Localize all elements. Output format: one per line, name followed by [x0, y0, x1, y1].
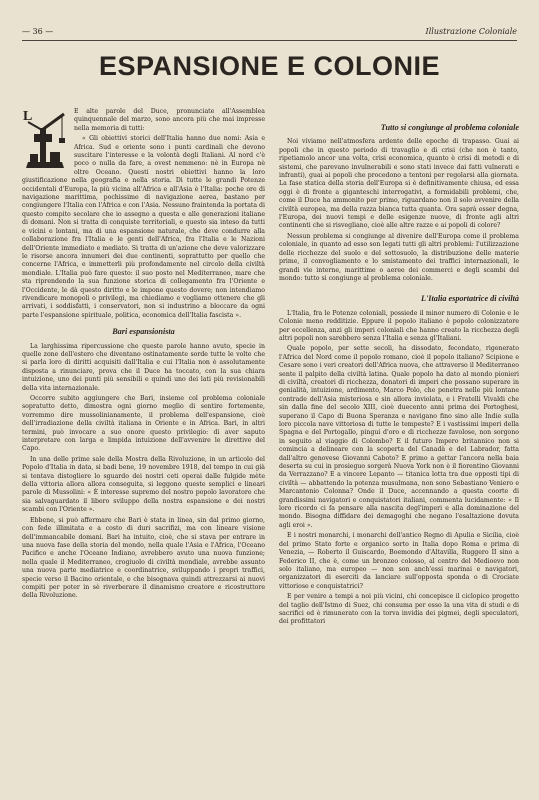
page-header	[22, 24, 517, 38]
body-paragraph: Quale popolo, per sette secoli, ha dissodato, fecondato, rigenerato l'Africa del Nord come il popolo romano, cioè il popolo italiano? Scipione e Cesare sono i veri creatori dell'Africa nuova, che attraverso il Mediterraneo sente il palpito della civiltà latina. Quale popolo ha dato al mondo pionieri di civiltà, creatori di ricchezza, donatori di imperi che possano superare in genialità, intuizione, ardimento, Marco Polo, che penetra nelle più lontane contrade dell'Asia misteriosa e sin allora inviolata, e i Fratelli Vivaldi che sin dalla fine del secolo XIII, cioè duecento anni prima dei Portoghesi, superano il Capo di Buona Speranza e navigano fino sino alle Indie sulla loro piccola nave vittoriosa di tutte le tempeste? E i vastissimi imperi della Spagna e del Portogallo, pingui d'oro e di ricchezze favolose, non sorgono in seguito al viaggio di Colombo? E il futuro Impero britannico non si comincia a delineare con la scoperta del Canadà e del Labrador, fatta dall'altro genovese Giovanni Caboto? E primo a gettar l'ancora nella baia deserta su cui in prosieguo sorgerà Nuova York non è il fiorentino Giovanni da Verrazzano? E a vincere Lepanto — titanica lotta tra due opposti tipi di civiltà — abbattendo la potenza musulmana, non sono Sebastiano Veniero e Marcantonio Colonna? Onde il Duce, accennando a questa coorte di grandissimi navigatori e conquistatori italiani, commenta lucidamente: « Il loro ricordo ci fa pensare alla nascita degl'imperi e alla dominazione del mondo. Bisogna diffidare dei demagoghi che negano l'esaltazione dovuta agli eroi ».	[279, 345, 519, 529]
page-title: ESPANSIONE E COLONIE	[98, 51, 441, 81]
left-column	[22, 108, 265, 788]
body-paragraph: Nessun problema si congiunge al divenire dell'Europa come il problema coloniale, in quanto ad esso son legati tutti gli altri problemi: l'utilizzazione delle ricchezze del suolo e del sottosuolo, la distribuzione delle materie prime, il convogliamento e lo smistamento dei traffici internazionali, le grandi vie interne, marittime o aeree dei commerci e degli scambi del mondo: tutto si congiunge al problema coloniale.	[279, 232, 519, 282]
lead-section	[22, 108, 265, 320]
heading-bari-espansionista: Bari espansionista	[112, 327, 175, 337]
header-rule	[22, 40, 517, 41]
body-paragraph: Noi viviamo nell'atmosfera ardente delle epoche di trapasso. Guai ai popoli che in questo periodo di travaglio e di crisi (che non è tanto, ripetiamolo ancor una volta, crisi economica, quanto è crisi di metodi e di sistemi, che parevano invulnerabili e sono stati invece dai fatti vulnerati e infranti), guai ai popoli che procedono a tentoni per regolarsi alla giornata. La fase statica della storia dell'Europa si è definitivamente chiusa, ed essa oggi è di fronte a giganteschi interrogativi, a formidabili problemi, che, come il Duce ha ammonito per primo, riguardano non il solo avvenire della civiltà europea, ma della razza bianca tutta quanta. Ora saprà esser degna, l'Europa, dei nuovi tempi e delle esigenze nuove, di fronte agli altri continenti che si risvegliano, cioè alle altre razze e ai popoli di colore?	[279, 138, 519, 230]
body-paragraph: L'Italia, fra le Potenze coloniali, possiede il minor numero di Colonie e le Colonie meno redditizie. Eppure il popolo italiano è popolo colonizzatore per eccellenza, anzi gli imperi coloniali che hanno creato la ricchezza degli altri popoli non sarebbero senza l'Italia e senza gl'Italiani.	[279, 309, 519, 342]
body-paragraph: Ebbene, si può affermare che Bari è stata in linea, sin dal primo giorno, con fede illimitata e a costo di duri sacrifizi, ma con lineare visione dell'immancabile domani. Bari ha intuito, cioè, che si stava per entrare in una nuova fase della storia del mondo, nella quale l'Asia e l'Africa, l'Oceano Pacifico e anche l'Oceano Indiano, avrebbero avuto una nuova funzione; nella quale il Mediterraneo, crogiuolo di civiltà mondiale, avrebbe assunto una nuova parte mediatrice e coordinatrice, sviluppando i propri traffici, specie verso il Bacino orientale, e che bisognava quindi attrezzarsi ai nuovi compiti per poter in sè riverberare il dinamismo creatore e ricostruttore della Rivoluzione.	[22, 516, 265, 600]
crane-illustration	[22, 108, 68, 170]
right-column	[279, 120, 519, 800]
heading-esportatrice-civilta: L'Italia esportatrice di civiltà	[420, 294, 519, 304]
body-paragraph: Occorre subito aggiungere che Bari, insieme col problema coloniale sopratutto detto, dimostra ogni giorno meglio di sentire fortemente, vorremmo dire mussolinianamente, il problema dell'espansione, cioè dell'irradiazione della civiltà italiana in Oriente e in Africa. Bari, in altri termini, può invocare a suo onore questo privilegio: di aver saputo interpretare con larga e limpida intuizione dell'avvenire le direttive del Capo.	[22, 395, 265, 453]
page-number: — 36 —	[22, 26, 54, 36]
lead-paragraph: E alte parole del Duce, pronunciate all'Assemblea quinquennale del marzo, sono ancora più che mai impresse nella memoria di tutti:	[74, 108, 265, 132]
body-paragraph: In una delle prime sale della Mostra della Rivoluzione, in un articolo del Popolo d'Italia in data, si badi bene, 19 novembre 1918, del tempo in cui già si tentava distogliere lo sguardo dei nostri ceti operai dalle fulgide mète della vittoria allora allora conseguita, si leggono queste semplici e lineari parole di Mussolini: « È interesse supremo del nostro popolo lavoratore che sia salvaguardato il libero sviluppo della nostra espansione e dei nostri scambi con l'Oriente ».	[22, 455, 265, 514]
body-paragraph: La larghissima ripercussione che queste parole hanno avuto, specie in quelle zone dell'estero che diventano ostinatamente sorde tutte le volte che si parla loro di diritti acquisiti dall'Italia e cui l'Italia non è assolutamente disposta a rinunciare, prova che il Duce ha toccato, con la sua chiara intuizione, uno dei punti più sensibili e quindi uno dei lati più revisionabili della vita internazionale.	[22, 342, 265, 392]
svg-text:L: L	[23, 109, 33, 124]
lead-quote: « Gli obiettivi storici dell'Italia hanno due nomi: Asia e Africa. Sud e oriente sono i punti cardinali che devono suscitare l'interesse e la volontà degli Italiani. Al nord c'è poco o nulla da fare, a ovest nemmeno: nè in Europa nè oltre Oceano. Questi nostri obiettivi hanno la loro giustificazione nella geografia e nella storia. Di tutte le grandi Potenze occidentali d'Europa, la più vicina all'Africa e all'Asia è l'Italia: poche ore di navigazione marittima, pochissime di navigazione aerea, bastano per congiungere l'Italia con l'Africa e con l'Asia. Nessuno fraintenda la portata di questo compito secolare che io assegno a questa e alle generazioni italiane di domani. Non si tratta di conquiste territoriali, e questo sia inteso da tutti e vicini e lontani, ma di una espansione naturale, che deve condurre alla collaborazione fra l'Italia e le genti dell'Africa, fra l'Italia e le Nazioni dell'Oriente immediato e mediato. Si tratta di un'azione che deve valorizzare le risorse ancora innumeri dei due continenti, soprattutto per quello che concerne l'Africa, e immetterli più profondamente nel circolo della civiltà mondiale. L'Italia può fare questo: il suo posto nel Mediterraneo, mare che sta riprendendo la sua funzione storica di collegamento fra l'Oriente e l'Occidente, le dà questo diritto e le impone questo dovere; non intendiamo rivendicare monopoli o privilegi, ma chiediamo e vogliamo ottenere che gli arrivati, i soddisfatti, i conservatori, non si industrino a bloccare da ogni parte l'espansione spirituale, politica, economica dell'Italia fascista ».	[22, 135, 265, 319]
body-paragraph: E i nostri monarchi, i monarchi dell'antico Regno di Apulia e Sicilia, cioè del primo Stato forte e organico sorto in Italia dopo Roma e prima di Venezia, — Roberto il Guiscardo, Boemondo d'Altavilla, Ruggero II sino a Federico II, che è, come un bronzeo colosso, al centro del Medioevo non solo italiano, ma europeo — non son anch'essi marinai e navigatori, organizzatori di eserciti da lanciare sull'opposta sponda o di Crociate vittoriose e conquistatrici?	[279, 532, 519, 590]
magazine-name: Illustrazione Coloniale	[425, 26, 517, 36]
body-paragraph: E per venire a tempi a noi più vicini, chi concepisce il ciclopico progetto del taglio dell'Istmo di Suez, chi consuma per esso la una vita di studi e di sacrifici ed è rimunerato con la torva invidia dei pigmei, degli speculatori, dei profittatori	[279, 593, 519, 626]
heading-problema-coloniale: Tutto si congiunge al problema coloniale	[380, 123, 519, 132]
